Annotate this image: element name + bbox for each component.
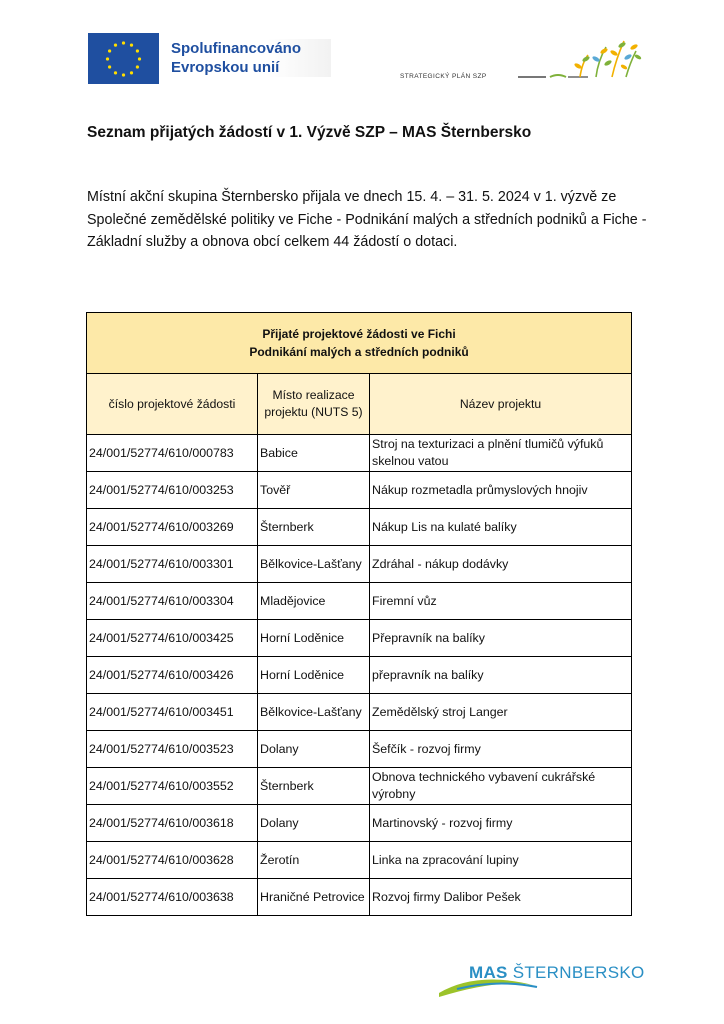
accepted-applications-table [86,312,632,916]
location: Dolany [258,731,370,768]
application-number: 24/001/52774/610/003451 [87,694,258,731]
project-name: přepravník na balíky [370,657,632,694]
table-row [87,509,632,546]
location: Horní Loděnice [258,657,370,694]
eu-flag-icon [88,33,159,84]
table-row [87,731,632,768]
project-name: Šefčík - rozvoj firmy [370,731,632,768]
table-row [87,805,632,842]
szp-logo-label: STRATEGICKÝ PLÁN SZP [400,73,487,80]
project-name: Přepravník na balíky [370,620,632,657]
application-number: 24/001/52774/610/003304 [87,583,258,620]
location: Mladějovice [258,583,370,620]
table-row [87,583,632,620]
application-number: 24/001/52774/610/003425 [87,620,258,657]
intro-paragraph: Místní akční skupina Šternbersko přijala ve dnech 15. 4. – 31. 5. 2024 v 1. výzvě ze Společné zemědělské politiky ve Fiche - Podnikání malých a středních podniků a Fiche - Základní služby a obnova obcí celkem 44 žádostí o dotaci. [87,189,647,250]
table-row [87,694,632,731]
project-name: Linka na zpracování lupiny [370,842,632,879]
table-caption-line1: Přijaté projektové žádosti ve Fichi [262,327,456,341]
mas-sternbersko-logo [437,955,645,1000]
project-name: Rozvoj firmy Dalibor Pešek [370,879,632,916]
project-name: Nákup Lis na kulaté balíky [370,509,632,546]
project-name: Zemědělský stroj Langer [370,694,632,731]
location: Bělkovice-Lašťany [258,694,370,731]
column-header-project-name: Název projektu [370,374,632,435]
project-name: Martinovský - rozvoj firmy [370,805,632,842]
table-caption-line2: Podnikání malých a středních podniků [249,345,469,359]
plant-sprouts-icon [516,33,642,85]
table-row [87,879,632,916]
location: Žerotín [258,842,370,879]
szp-logo [400,33,642,85]
application-number: 24/001/52774/610/003269 [87,509,258,546]
column-header-location: Místo realizace projektu (NUTS 5) [258,374,370,435]
project-name: Obnova technického vybavení cukrářské výrobny [370,768,632,805]
eu-logo-line1: Spolufinancováno [171,40,302,57]
table-row [87,657,632,694]
eu-logo-line2: Evropskou unií [171,59,280,76]
application-number: 24/001/52774/610/000783 [87,435,258,472]
table-row [87,472,632,509]
location: Šternberk [258,768,370,805]
location: Dolany [258,805,370,842]
mas-logo-text [469,963,645,983]
project-name: Firemní vůz [370,583,632,620]
mas-logo-bold: MAS [469,963,508,982]
mas-logo-name: ŠTERNBERSKO [512,963,645,982]
location: Babice [258,435,370,472]
application-number: 24/001/52774/610/003253 [87,472,258,509]
application-number: 24/001/52774/610/003523 [87,731,258,768]
document-title: Seznam přijatých žádostí v 1. Výzvě SZP – MAS Šternbersko [87,124,532,141]
application-number: 24/001/52774/610/003618 [87,805,258,842]
location: Bělkovice-Lašťany [258,546,370,583]
project-name: Zdráhal - nákup dodávky [370,546,632,583]
application-number: 24/001/52774/610/003628 [87,842,258,879]
location: Tověř [258,472,370,509]
column-header-application-number: číslo projektové žádosti [87,374,258,435]
application-number: 24/001/52774/610/003638 [87,879,258,916]
table-row [87,546,632,583]
table-caption [87,313,632,374]
eu-cofinancing-logo [88,31,346,85]
eu-logo-text [171,39,331,77]
project-name: Nákup rozmetadla průmyslových hnojiv [370,472,632,509]
location: Horní Loděnice [258,620,370,657]
project-name: Stroj na texturizaci a plnění tlumičů výfuků skelnou vatou [370,435,632,472]
table-row [87,768,632,805]
location: Šternberk [258,509,370,546]
table-row [87,842,632,879]
application-number: 24/001/52774/610/003301 [87,546,258,583]
table-row [87,435,632,472]
application-number: 24/001/52774/610/003426 [87,657,258,694]
application-number: 24/001/52774/610/003552 [87,768,258,805]
location: Hraničné Petrovice [258,879,370,916]
table-row [87,620,632,657]
